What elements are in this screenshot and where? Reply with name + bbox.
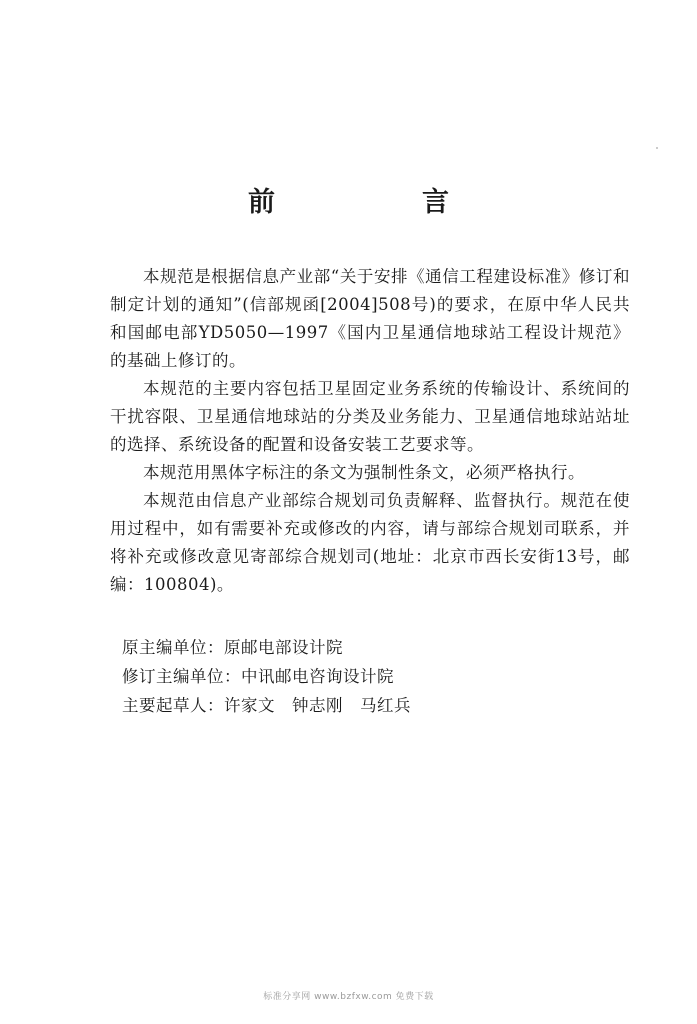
page-title: 前 言 xyxy=(248,187,509,218)
credits-block xyxy=(110,633,630,720)
credit-original-editor: 原主编单位：原邮电部设计院 xyxy=(122,638,343,657)
paragraph-2: 本规范的主要内容包括卫星固定业务系统的传输设计、系统间的干扰容限、卫星通信地球站的分类及业务能力、卫星通信地球站站址的选择、系统设备的配置和设备安装工艺要求等。 xyxy=(110,379,630,454)
preface-body xyxy=(110,263,630,599)
paragraph-4: 本规范由信息产业部综合规划司负责解释、监督执行。规范在使用过程中，如有需要补充或修改的内容，请与部综合规划司联系，并将补充或修改意见寄部综合规划司(地址：北京市西长安街13号，邮编：100804)。 xyxy=(110,491,630,594)
scan-speck xyxy=(656,147,658,149)
credit-drafters: 主要起草人：许家文 钟志刚 马红兵 xyxy=(122,696,411,715)
paragraph-3: 本规范用黑体字标注的条文为强制性条文，必须严格执行。 xyxy=(143,463,585,482)
paragraph-1: 本规范是根据信息产业部“关于安排《通信工程建设标准》修订和制定计划的通知”(信部规函[2004]508号)的要求，在原中华人民共和国邮电部YD5050—1997《国内卫星通信地球站工程设计规范》的基础上修订的。 xyxy=(110,267,630,370)
footer-watermark: 标准分享网 www.bzfxw.com 免费下载 xyxy=(263,992,434,1002)
credit-revision-editor: 修订主编单位：中讯邮电咨询设计院 xyxy=(122,667,394,686)
